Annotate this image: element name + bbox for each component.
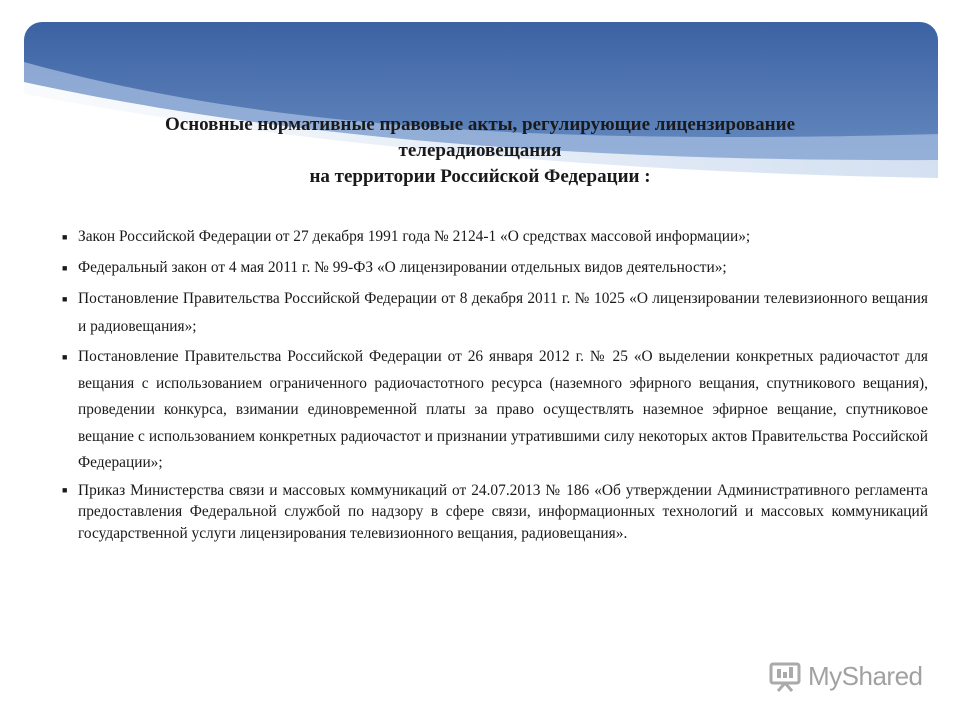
presentation-board-icon bbox=[768, 659, 802, 693]
acts-list bbox=[62, 223, 928, 547]
list-item bbox=[62, 285, 928, 341]
list-item bbox=[62, 344, 928, 477]
bullet-square-icon: ■ bbox=[62, 263, 68, 273]
slide-title bbox=[60, 112, 900, 190]
list-item-text: Федеральный закон от 4 мая 2011 г. № 99-ФЗ «О лицензировании отдельных видов деятельности»; bbox=[78, 259, 727, 276]
list-item bbox=[62, 254, 928, 282]
title-line-3: на территории Российской Федерации : bbox=[309, 166, 651, 187]
list-item bbox=[62, 480, 928, 545]
bullet-square-icon: ■ bbox=[62, 352, 68, 362]
myshared-watermark bbox=[768, 656, 938, 696]
list-item-text: Постановление Правительства Российской Федерации от 8 декабря 2011 г. № 1025 «О лицензировании телевизионного вещания и радиовещания»; bbox=[78, 290, 928, 335]
bullet-square-icon: ■ bbox=[62, 232, 68, 242]
watermark-text: MyShared bbox=[808, 660, 923, 691]
bullet-square-icon: ■ bbox=[62, 484, 68, 495]
bullet-square-icon: ■ bbox=[62, 294, 68, 304]
list-item-text: Приказ Министерства связи и массовых коммуникаций от 24.07.2013 № 186 «Об утверждении Административного регламента предоставления Федеральной службой по надзору в сфере связи, информационных технологий и массовых коммуникаций государственной услуги лицензирования телевизионного вещания, радиовещания». bbox=[78, 481, 928, 542]
title-line-1: Основные нормативные правовые акты, регулирующие лицензирование bbox=[165, 114, 795, 135]
list-item-text: Постановление Правительства Российской Федерации от 26 января 2012 г. № 25 «О выделении конкретных радиочастот для вещания с использованием ограниченного радиочастотного ресурса (наземного эфирного вещания, спутникового вещания), проведении конкурса, взимании единовременной платы за право осуществлять наземное эфирное вещание, спутниковое вещание с использованием конкретных радиочастот и признании утратившими силу некоторых актов Правительства Российской Федерации»; bbox=[78, 348, 928, 471]
list-item-text: Закон Российской Федерации от 27 декабря 1991 года № 2124-1 «О средствах массовой информации»; bbox=[78, 228, 751, 245]
list-item bbox=[62, 223, 928, 251]
title-line-2: телерадиовещания bbox=[398, 140, 562, 161]
